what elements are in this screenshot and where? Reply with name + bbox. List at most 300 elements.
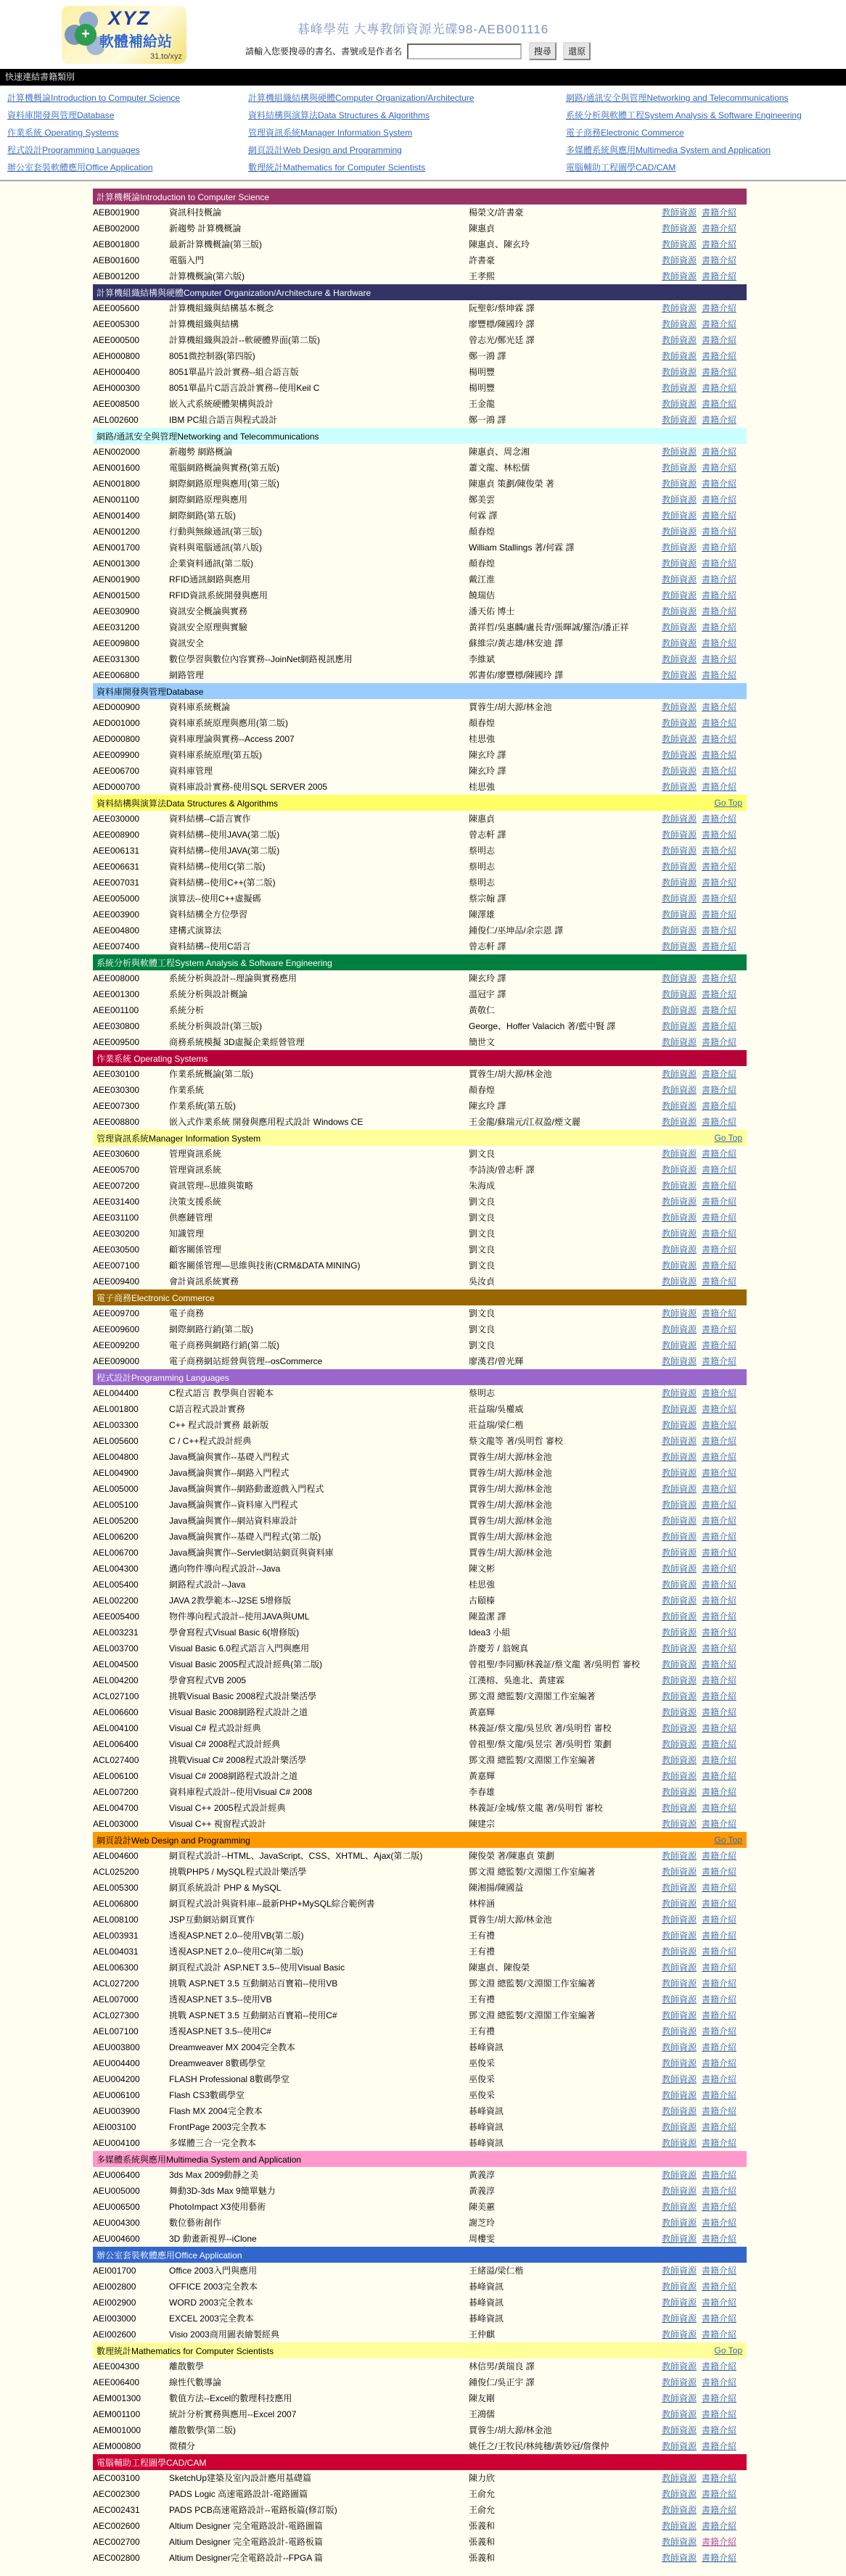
book-intro-link[interactable]: 書籍介紹 — [701, 574, 736, 585]
book-intro-link[interactable]: 書籍介紹 — [701, 2537, 736, 2547]
teacher-resource-link[interactable]: 教師資源 — [661, 766, 697, 776]
teacher-resource-link[interactable]: 教師資源 — [661, 2202, 697, 2212]
book-intro-link[interactable]: 書籍介紹 — [701, 1595, 736, 1606]
teacher-resource-link[interactable]: 教師資源 — [661, 1500, 697, 1510]
row-links — [652, 1656, 747, 1672]
book-intro-link[interactable]: 書籍介紹 — [701, 925, 736, 936]
teacher-resource-link[interactable]: 教師資源 — [661, 2042, 697, 2052]
book-intro-link[interactable]: 書籍介紹 — [701, 702, 736, 712]
book-intro-link[interactable]: 書籍介紹 — [701, 1037, 736, 1047]
book-intro-link[interactable]: 書籍介紹 — [701, 670, 736, 680]
teacher-resource-link[interactable]: 教師資源 — [661, 415, 697, 425]
teacher-resource-link[interactable]: 教師資源 — [661, 973, 697, 983]
teacher-resource-link[interactable]: 教師資源 — [661, 1229, 697, 1239]
book-intro-link[interactable]: 書籍介紹 — [701, 830, 736, 840]
book-intro-link[interactable]: 書籍介紹 — [701, 2234, 736, 2244]
teacher-resource-link[interactable]: 教師資源 — [661, 2074, 697, 2084]
teacher-resource-link[interactable]: 教師資源 — [661, 1580, 697, 1590]
book-intro-link[interactable]: 書籍介紹 — [701, 383, 736, 393]
quick-link[interactable]: 數理統計Mathematics for Computer Scientists — [248, 162, 426, 173]
book-intro-link[interactable]: 書籍介紹 — [701, 1308, 736, 1318]
teacher-resource-link[interactable]: 教師資源 — [661, 670, 697, 680]
book-intro-link[interactable]: 書籍介紹 — [701, 2266, 736, 2276]
teacher-resource-link[interactable]: 教師資源 — [661, 814, 697, 824]
book-intro-link[interactable]: 書籍介紹 — [701, 750, 736, 760]
teacher-resource-link[interactable]: 教師資源 — [661, 2234, 697, 2244]
teacher-resource-link[interactable]: 教師資源 — [661, 1468, 697, 1478]
book-intro-link[interactable]: 書籍介紹 — [701, 271, 736, 281]
teacher-resource-link[interactable]: 教師資源 — [661, 941, 697, 951]
book-intro-link[interactable]: 書籍介紹 — [701, 1420, 736, 1430]
book-intro-link[interactable]: 書籍介紹 — [701, 239, 736, 249]
teacher-resource-link[interactable]: 教師資源 — [661, 367, 697, 377]
book-intro-link[interactable]: 書籍介紹 — [701, 1771, 736, 1781]
teacher-resource-link[interactable]: 教師資源 — [661, 2553, 697, 2563]
book-intro-link[interactable]: 書籍介紹 — [701, 1994, 736, 2005]
teacher-resource-link[interactable]: 教師資源 — [661, 351, 697, 361]
teacher-resource-link[interactable]: 教師資源 — [661, 2170, 697, 2180]
teacher-resource-link[interactable]: 教師資源 — [661, 1739, 697, 1749]
teacher-resource-link[interactable]: 教師資源 — [661, 335, 697, 345]
book-author: 蔡明志 — [469, 846, 496, 856]
book-intro-link[interactable]: 書籍介紹 — [701, 351, 736, 361]
book-intro-link[interactable]: 書籍介紹 — [701, 1611, 736, 1622]
section-header — [93, 683, 747, 699]
teacher-resource-link[interactable]: 教師資源 — [661, 2058, 697, 2068]
teacher-resource-link[interactable]: 教師資源 — [661, 1436, 697, 1446]
book-intro-link[interactable]: 書籍介紹 — [701, 1867, 736, 1877]
teacher-resource-link[interactable]: 教師資源 — [661, 638, 697, 648]
book-intro-link[interactable]: 書籍介紹 — [701, 654, 736, 664]
teacher-resource-link[interactable]: 教師資源 — [661, 1627, 697, 1638]
quick-link[interactable]: 管理資訊系統Manager Information System — [248, 128, 413, 138]
teacher-resource-link[interactable]: 教師資源 — [661, 479, 697, 489]
book-intro-link[interactable]: 書籍介紹 — [701, 878, 736, 888]
book-intro-link[interactable]: 書籍介紹 — [701, 2122, 736, 2132]
teacher-resource-link[interactable]: 教師資源 — [661, 2313, 697, 2324]
book-intro-link[interactable]: 書籍介紹 — [701, 862, 736, 872]
teacher-resource-link[interactable]: 教師資源 — [661, 925, 697, 936]
book-intro-link[interactable]: 書籍介紹 — [701, 1468, 736, 1478]
book-intro-link[interactable]: 書籍介紹 — [701, 2473, 736, 2483]
book-intro-link[interactable]: 書籍介紹 — [701, 1755, 736, 1765]
book-intro-link[interactable]: 書籍介紹 — [701, 2521, 736, 2531]
book-intro-link[interactable]: 書籍介紹 — [701, 1324, 736, 1334]
book-intro-link[interactable]: 書籍介紹 — [701, 2425, 736, 2435]
teacher-resource-link[interactable]: 教師資源 — [661, 830, 697, 840]
teacher-resource-link[interactable]: 教師資源 — [661, 1548, 697, 1558]
teacher-resource-link[interactable]: 教師資源 — [661, 2122, 697, 2132]
book-intro-link[interactable]: 書籍介紹 — [701, 1149, 736, 1159]
book-intro-link[interactable]: 書籍介紹 — [701, 542, 736, 553]
teacher-resource-link[interactable]: 教師資源 — [661, 1931, 697, 1941]
teacher-resource-link[interactable]: 教師資源 — [661, 383, 697, 393]
book-intro-link[interactable]: 書籍介紹 — [701, 1899, 736, 1909]
teacher-resource-link[interactable]: 教師資源 — [661, 718, 697, 728]
book-intro-link[interactable]: 書籍介紹 — [701, 2489, 736, 2499]
teacher-resource-link[interactable]: 教師資源 — [661, 2329, 697, 2340]
book-intro-link[interactable]: 書籍介紹 — [701, 1803, 736, 1813]
book-intro-link[interactable]: 書籍介紹 — [701, 1276, 736, 1287]
book-intro-link[interactable]: 書籍介紹 — [701, 1085, 736, 1095]
table-row — [93, 1226, 747, 1242]
book-intro-link[interactable]: 書籍介紹 — [701, 2202, 736, 2212]
teacher-resource-link[interactable]: 教師資源 — [661, 1452, 697, 1462]
teacher-resource-link[interactable]: 教師資源 — [661, 1915, 697, 1925]
book-intro-link[interactable]: 書籍介紹 — [701, 2042, 736, 2052]
book-intro-link[interactable]: 書籍介紹 — [701, 207, 736, 218]
reset-button[interactable]: 還原 — [563, 42, 591, 60]
book-intro-link[interactable]: 書籍介紹 — [701, 2393, 736, 2403]
book-intro-link[interactable]: 書籍介紹 — [701, 1675, 736, 1685]
teacher-resource-link[interactable]: 教師資源 — [661, 1037, 697, 1047]
book-intro-link[interactable]: 書籍介紹 — [701, 638, 736, 648]
quick-link[interactable]: 電子商務Electronic Commerce — [566, 128, 684, 138]
teacher-resource-link[interactable]: 教師資源 — [661, 511, 697, 521]
book-intro-link[interactable]: 書籍介紹 — [701, 1851, 736, 1861]
book-intro-link[interactable]: 書籍介紹 — [701, 2170, 736, 2180]
book-intro-link[interactable]: 書籍介紹 — [701, 2074, 736, 2084]
teacher-resource-link[interactable]: 教師資源 — [661, 1244, 697, 1255]
book-intro-link[interactable]: 書籍介紹 — [701, 495, 736, 505]
teacher-resource-link[interactable]: 教師資源 — [661, 2186, 697, 2196]
teacher-resource-link[interactable]: 教師資源 — [661, 1994, 697, 2005]
teacher-resource-link[interactable]: 教師資源 — [661, 2138, 697, 2148]
teacher-resource-link[interactable]: 教師資源 — [661, 1611, 697, 1622]
book-intro-link[interactable]: 書籍介紹 — [701, 2313, 736, 2324]
book-intro-link[interactable]: 書籍介紹 — [701, 2218, 736, 2228]
book-intro-link[interactable]: 書籍介紹 — [701, 973, 736, 983]
teacher-resource-link[interactable]: 教師資源 — [661, 2473, 697, 2483]
teacher-resource-link[interactable]: 教師資源 — [661, 2521, 697, 2531]
book-intro-link[interactable]: 書籍介紹 — [701, 941, 736, 951]
teacher-resource-link[interactable]: 教師資源 — [661, 1675, 697, 1685]
book-intro-link[interactable]: 書籍介紹 — [701, 527, 736, 537]
teacher-resource-link[interactable]: 教師資源 — [661, 878, 697, 888]
book-intro-link[interactable]: 書籍介紹 — [701, 367, 736, 377]
teacher-resource-link[interactable]: 教師資源 — [661, 542, 697, 553]
teacher-resource-link[interactable]: 教師資源 — [661, 2026, 697, 2036]
teacher-resource-link[interactable]: 教師資源 — [661, 1978, 697, 1989]
quick-link[interactable]: 網路/通訊安全與管理Networking and Telecommunications — [566, 93, 789, 103]
teacher-resource-link[interactable]: 教師資源 — [661, 654, 697, 664]
book-intro-link[interactable]: 書籍介紹 — [701, 2186, 736, 2196]
teacher-resource-link[interactable]: 教師資源 — [661, 271, 697, 281]
go-top-link[interactable]: Go Top — [714, 1133, 742, 1143]
book-intro-link[interactable]: 書籍介紹 — [701, 399, 736, 409]
teacher-resource-link[interactable]: 教師資源 — [661, 558, 697, 569]
book-intro-link[interactable]: 書籍介紹 — [701, 1691, 736, 1701]
book-intro-link[interactable]: 書籍介紹 — [701, 1580, 736, 1590]
book-intro-link[interactable]: 書籍介紹 — [701, 1404, 736, 1414]
book-intro-link[interactable]: 書籍介紹 — [701, 415, 736, 425]
book-intro-link[interactable]: 書籍介紹 — [701, 2409, 736, 2419]
book-intro-link[interactable]: 書籍介紹 — [701, 1388, 736, 1398]
book-intro-link[interactable]: 書籍介紹 — [701, 1516, 736, 1526]
quick-link[interactable]: 程式設計Programming Languages — [7, 145, 140, 155]
teacher-resource-link[interactable]: 教師資源 — [661, 622, 697, 632]
book-intro-link[interactable]: 書籍介紹 — [701, 893, 736, 904]
book-intro-link[interactable]: 書籍介紹 — [701, 1947, 736, 1957]
quick-link[interactable]: 辦公室套裝軟體應用Office Application — [7, 162, 153, 173]
quick-link[interactable]: 電腦輔助工程圖學CAD/CAM — [566, 162, 676, 173]
teacher-resource-link[interactable]: 教師資源 — [661, 1532, 697, 1542]
teacher-resource-link[interactable]: 教師資源 — [661, 1771, 697, 1781]
teacher-resource-link[interactable]: 教師資源 — [661, 1564, 697, 1574]
teacher-resource-link[interactable]: 教師資源 — [661, 2377, 697, 2387]
book-intro-link[interactable]: 書籍介紹 — [701, 1707, 736, 1717]
teacher-resource-link[interactable]: 教師資源 — [661, 1149, 697, 1159]
book-intro-link[interactable]: 書籍介紹 — [701, 1627, 736, 1638]
search-button[interactable]: 搜尋 — [529, 42, 557, 60]
teacher-resource-link[interactable]: 教師資源 — [661, 1867, 697, 1877]
teacher-resource-link[interactable]: 教師資源 — [661, 1707, 697, 1717]
teacher-resource-link[interactable]: 教師資源 — [661, 447, 697, 457]
book-intro-link[interactable]: 書籍介紹 — [701, 2377, 736, 2387]
book-intro-link[interactable]: 書籍介紹 — [701, 1643, 736, 1654]
book-intro-link[interactable]: 書籍介紹 — [701, 1069, 736, 1079]
go-top-link[interactable]: Go Top — [714, 798, 742, 808]
teacher-resource-link[interactable]: 教師資源 — [661, 1962, 697, 1973]
quick-link[interactable]: 計算機組織結構與硬體Computer Organization/Architecture — [248, 93, 475, 103]
quick-link[interactable]: 計算機概論Introduction to Computer Science — [7, 93, 181, 103]
teacher-resource-link[interactable]: 教師資源 — [661, 207, 697, 218]
book-intro-link[interactable]: 書籍介紹 — [701, 319, 736, 329]
teacher-resource-link[interactable]: 教師資源 — [661, 846, 697, 856]
teacher-resource-link[interactable]: 教師資源 — [661, 2425, 697, 2435]
book-intro-link[interactable]: 書籍介紹 — [701, 2026, 736, 2036]
quick-link[interactable]: 作業系統 Operating Systems — [7, 128, 119, 138]
teacher-resource-link[interactable]: 教師資源 — [661, 1085, 697, 1095]
teacher-resource-link[interactable]: 教師資源 — [661, 1197, 697, 1207]
book-intro-link[interactable]: 書籍介紹 — [701, 2553, 736, 2563]
book-intro-link[interactable]: 書籍介紹 — [701, 2298, 736, 2308]
book-intro-link[interactable]: 書籍介紹 — [701, 846, 736, 856]
teacher-resource-link[interactable]: 教師資源 — [661, 1308, 697, 1318]
teacher-resource-link[interactable]: 教師資源 — [661, 239, 697, 249]
teacher-resource-link[interactable]: 教師資源 — [661, 1276, 697, 1287]
book-intro-link[interactable]: 書籍介紹 — [701, 1484, 736, 1494]
book-intro-link[interactable]: 書籍介紹 — [701, 1659, 736, 1669]
book-intro-link[interactable]: 書籍介紹 — [701, 335, 736, 345]
teacher-resource-link[interactable]: 教師資源 — [661, 1356, 697, 1366]
book-intro-link[interactable]: 書籍介紹 — [701, 718, 736, 728]
teacher-resource-link[interactable]: 教師資源 — [661, 2106, 697, 2116]
teacher-resource-link[interactable]: 教師資源 — [661, 1691, 697, 1701]
teacher-resource-link[interactable]: 教師資源 — [661, 893, 697, 904]
table-row — [93, 1864, 747, 1880]
book-intro-link[interactable]: 書籍介紹 — [701, 989, 736, 999]
teacher-resource-link[interactable]: 教師資源 — [661, 750, 697, 760]
book-intro-link[interactable]: 書籍介紹 — [701, 2361, 736, 2371]
teacher-resource-link[interactable]: 教師資源 — [661, 1755, 697, 1765]
book-intro-link[interactable]: 書籍介紹 — [701, 1340, 736, 1350]
teacher-resource-link[interactable]: 教師資源 — [661, 1819, 697, 1829]
table-row — [93, 2167, 747, 2183]
book-intro-link[interactable]: 書籍介紹 — [701, 734, 736, 744]
teacher-resource-link[interactable]: 教師資源 — [661, 319, 697, 329]
book-intro-link[interactable]: 書籍介紹 — [701, 1787, 736, 1797]
teacher-resource-link[interactable]: 教師資源 — [661, 1069, 697, 1079]
book-intro-link[interactable]: 書籍介紹 — [701, 2138, 736, 2148]
teacher-resource-link[interactable]: 教師資源 — [661, 1723, 697, 1733]
teacher-resource-link[interactable]: 教師資源 — [661, 1420, 697, 1430]
teacher-resource-link[interactable]: 教師資源 — [661, 862, 697, 872]
book-intro-link[interactable]: 書籍介紹 — [701, 447, 736, 457]
book-intro-link[interactable]: 書籍介紹 — [701, 1500, 736, 1510]
teacher-resource-link[interactable]: 教師資源 — [661, 2090, 697, 2100]
teacher-resource-link[interactable]: 教師資源 — [661, 782, 697, 792]
teacher-resource-link[interactable]: 教師資源 — [661, 1516, 697, 1526]
book-intro-link[interactable]: 書籍介紹 — [701, 606, 736, 616]
book-intro-link[interactable]: 書籍介紹 — [701, 1723, 736, 1733]
book-intro-link[interactable]: 書籍介紹 — [701, 766, 736, 776]
book-intro-link[interactable]: 書籍介紹 — [701, 1165, 736, 1175]
teacher-resource-link[interactable]: 教師資源 — [661, 1404, 697, 1414]
teacher-resource-link[interactable]: 教師資源 — [661, 2218, 697, 2228]
teacher-resource-link[interactable]: 教師資源 — [661, 255, 697, 265]
teacher-resource-link[interactable]: 教師資源 — [661, 1117, 697, 1127]
teacher-resource-link[interactable]: 教師資源 — [661, 1787, 697, 1797]
quick-link[interactable]: 資料結構與演算法Data Structures & Algorithms — [248, 110, 430, 120]
book-intro-link[interactable]: 書籍介紹 — [701, 1915, 736, 1925]
teacher-resource-link[interactable]: 教師資源 — [661, 1947, 697, 1957]
teacher-resource-link[interactable]: 教師資源 — [661, 1260, 697, 1271]
teacher-resource-link[interactable]: 教師資源 — [661, 2298, 697, 2308]
teacher-resource-link[interactable]: 教師資源 — [661, 1213, 697, 1223]
book-intro-link[interactable]: 書籍介紹 — [701, 909, 736, 920]
teacher-resource-link[interactable]: 教師資源 — [661, 1659, 697, 1669]
book-intro-link[interactable]: 書籍介紹 — [701, 255, 736, 265]
book-intro-link[interactable]: 書籍介紹 — [701, 1229, 736, 1239]
go-top-link[interactable]: Go Top — [714, 2345, 742, 2356]
book-intro-link[interactable]: 書籍介紹 — [701, 1244, 736, 1255]
teacher-resource-link[interactable]: 教師資源 — [661, 1340, 697, 1350]
book-intro-link[interactable]: 書籍介紹 — [701, 2010, 736, 2020]
row-links — [652, 1337, 747, 1353]
book-intro-link[interactable]: 書籍介紹 — [701, 1532, 736, 1542]
book-intro-link[interactable]: 書籍介紹 — [701, 1181, 736, 1191]
book-intro-link[interactable]: 書籍介紹 — [701, 479, 736, 489]
book-intro-link[interactable]: 書籍介紹 — [701, 1197, 736, 1207]
book-intro-link[interactable]: 書籍介紹 — [701, 1978, 736, 1989]
teacher-resource-link[interactable]: 教師資源 — [661, 1005, 697, 1015]
teacher-resource-link[interactable]: 教師資源 — [661, 2537, 697, 2547]
book-intro-link[interactable]: 書籍介紹 — [701, 2106, 736, 2116]
book-intro-link[interactable]: 書籍介紹 — [701, 1356, 736, 1366]
teacher-resource-link[interactable]: 教師資源 — [661, 463, 697, 473]
book-intro-link[interactable]: 書籍介紹 — [701, 1213, 736, 1223]
teacher-resource-link[interactable]: 教師資源 — [661, 1101, 697, 1111]
teacher-resource-link[interactable]: 教師資源 — [661, 1899, 697, 1909]
book-intro-link[interactable]: 書籍介紹 — [701, 782, 736, 792]
book-intro-link[interactable]: 書籍介紹 — [701, 2058, 736, 2068]
book-intro-link[interactable]: 書籍介紹 — [701, 303, 736, 313]
teacher-resource-link[interactable]: 教師資源 — [661, 989, 697, 999]
book-intro-link[interactable]: 書籍介紹 — [701, 511, 736, 521]
book-intro-link[interactable]: 書籍介紹 — [701, 1005, 736, 1015]
teacher-resource-link[interactable]: 教師資源 — [661, 303, 697, 313]
book-intro-link[interactable]: 書籍介紹 — [701, 1819, 736, 1829]
teacher-resource-link[interactable]: 教師資源 — [661, 2505, 697, 2515]
teacher-resource-link[interactable]: 教師資源 — [661, 2010, 697, 2020]
book-intro-link[interactable]: 書籍介紹 — [701, 2505, 736, 2515]
search-input[interactable] — [407, 44, 522, 59]
teacher-resource-link[interactable]: 教師資源 — [661, 1324, 697, 1334]
book-intro-link[interactable]: 書籍介紹 — [701, 1101, 736, 1111]
teacher-resource-link[interactable]: 教師資源 — [661, 2409, 697, 2419]
book-intro-link[interactable]: 書籍介紹 — [701, 558, 736, 569]
book-intro-link[interactable]: 書籍介紹 — [701, 1260, 736, 1271]
teacher-resource-link[interactable]: 教師資源 — [661, 1803, 697, 1813]
book-intro-link[interactable]: 書籍介紹 — [701, 1931, 736, 1941]
teacher-resource-link[interactable]: 教師資源 — [661, 2282, 697, 2292]
teacher-resource-link[interactable]: 教師資源 — [661, 2266, 697, 2276]
teacher-resource-link[interactable]: 教師資源 — [661, 1021, 697, 1031]
book-id: AEH000300 — [93, 383, 140, 393]
quick-link[interactable]: 網頁設計Web Design and Programming — [248, 145, 402, 155]
book-intro-link[interactable]: 書籍介紹 — [701, 1436, 736, 1446]
teacher-resource-link[interactable]: 教師資源 — [661, 1883, 697, 1893]
book-intro-link[interactable]: 書籍介紹 — [701, 1962, 736, 1973]
teacher-resource-link[interactable]: 教師資源 — [661, 223, 697, 234]
go-top-link[interactable]: Go Top — [714, 1835, 742, 1845]
teacher-resource-link[interactable]: 教師資源 — [661, 606, 697, 616]
book-intro-link[interactable]: 書籍介紹 — [701, 1564, 736, 1574]
teacher-resource-link[interactable]: 教師資源 — [661, 2361, 697, 2371]
book-intro-link[interactable]: 書籍介紹 — [701, 1452, 736, 1462]
teacher-resource-link[interactable]: 教師資源 — [661, 734, 697, 744]
teacher-resource-link[interactable]: 教師資源 — [661, 1388, 697, 1398]
teacher-resource-link[interactable]: 教師資源 — [661, 1181, 697, 1191]
teacher-resource-link[interactable]: 教師資源 — [661, 1595, 697, 1606]
teacher-resource-link[interactable]: 教師資源 — [661, 2393, 697, 2403]
book-intro-link[interactable]: 書籍介紹 — [701, 622, 736, 632]
book-intro-link[interactable]: 書籍介紹 — [701, 1739, 736, 1749]
book-intro-link[interactable]: 書籍介紹 — [701, 1117, 736, 1127]
teacher-resource-link[interactable]: 教師資源 — [661, 399, 697, 409]
book-intro-link[interactable]: 書籍介紹 — [701, 463, 736, 473]
teacher-resource-link[interactable]: 教師資源 — [661, 1851, 697, 1861]
book-intro-link[interactable]: 書籍介紹 — [701, 2090, 736, 2100]
teacher-resource-link[interactable]: 教師資源 — [661, 2441, 697, 2451]
teacher-resource-link[interactable]: 教師資源 — [661, 702, 697, 712]
book-intro-link[interactable]: 書籍介紹 — [701, 2441, 736, 2451]
teacher-resource-link[interactable]: 教師資源 — [661, 909, 697, 920]
book-intro-link[interactable]: 書籍介紹 — [701, 1021, 736, 1031]
teacher-resource-link[interactable]: 教師資源 — [661, 527, 697, 537]
teacher-resource-link[interactable]: 教師資源 — [661, 1484, 697, 1494]
row-links — [652, 412, 747, 428]
quick-link[interactable]: 系統分析與軟體工程System Analysis & Software Engineering — [566, 110, 802, 120]
book-intro-link[interactable]: 書籍介紹 — [701, 223, 736, 234]
book-intro-link[interactable]: 書籍介紹 — [701, 2329, 736, 2340]
quick-link[interactable]: 資料庫開發與管理Database — [7, 110, 115, 120]
teacher-resource-link[interactable]: 教師資源 — [661, 1643, 697, 1654]
teacher-resource-link[interactable]: 教師資源 — [661, 574, 697, 585]
table-row — [93, 2279, 747, 2295]
book-intro-link[interactable]: 書籍介紹 — [701, 1548, 736, 1558]
teacher-resource-link[interactable]: 教師資源 — [661, 495, 697, 505]
teacher-resource-link[interactable]: 教師資源 — [661, 1165, 697, 1175]
teacher-resource-link[interactable]: 教師資源 — [661, 2489, 697, 2499]
book-intro-link[interactable]: 書籍介紹 — [701, 2282, 736, 2292]
book-intro-link[interactable]: 書籍介紹 — [701, 590, 736, 600]
book-intro-link[interactable]: 書籍介紹 — [701, 814, 736, 824]
book-intro-link[interactable]: 書籍介紹 — [701, 1883, 736, 1893]
teacher-resource-link[interactable]: 教師資源 — [661, 590, 697, 600]
quick-link[interactable]: 多媒體系統與應用Multimedia System and Application — [566, 145, 771, 155]
